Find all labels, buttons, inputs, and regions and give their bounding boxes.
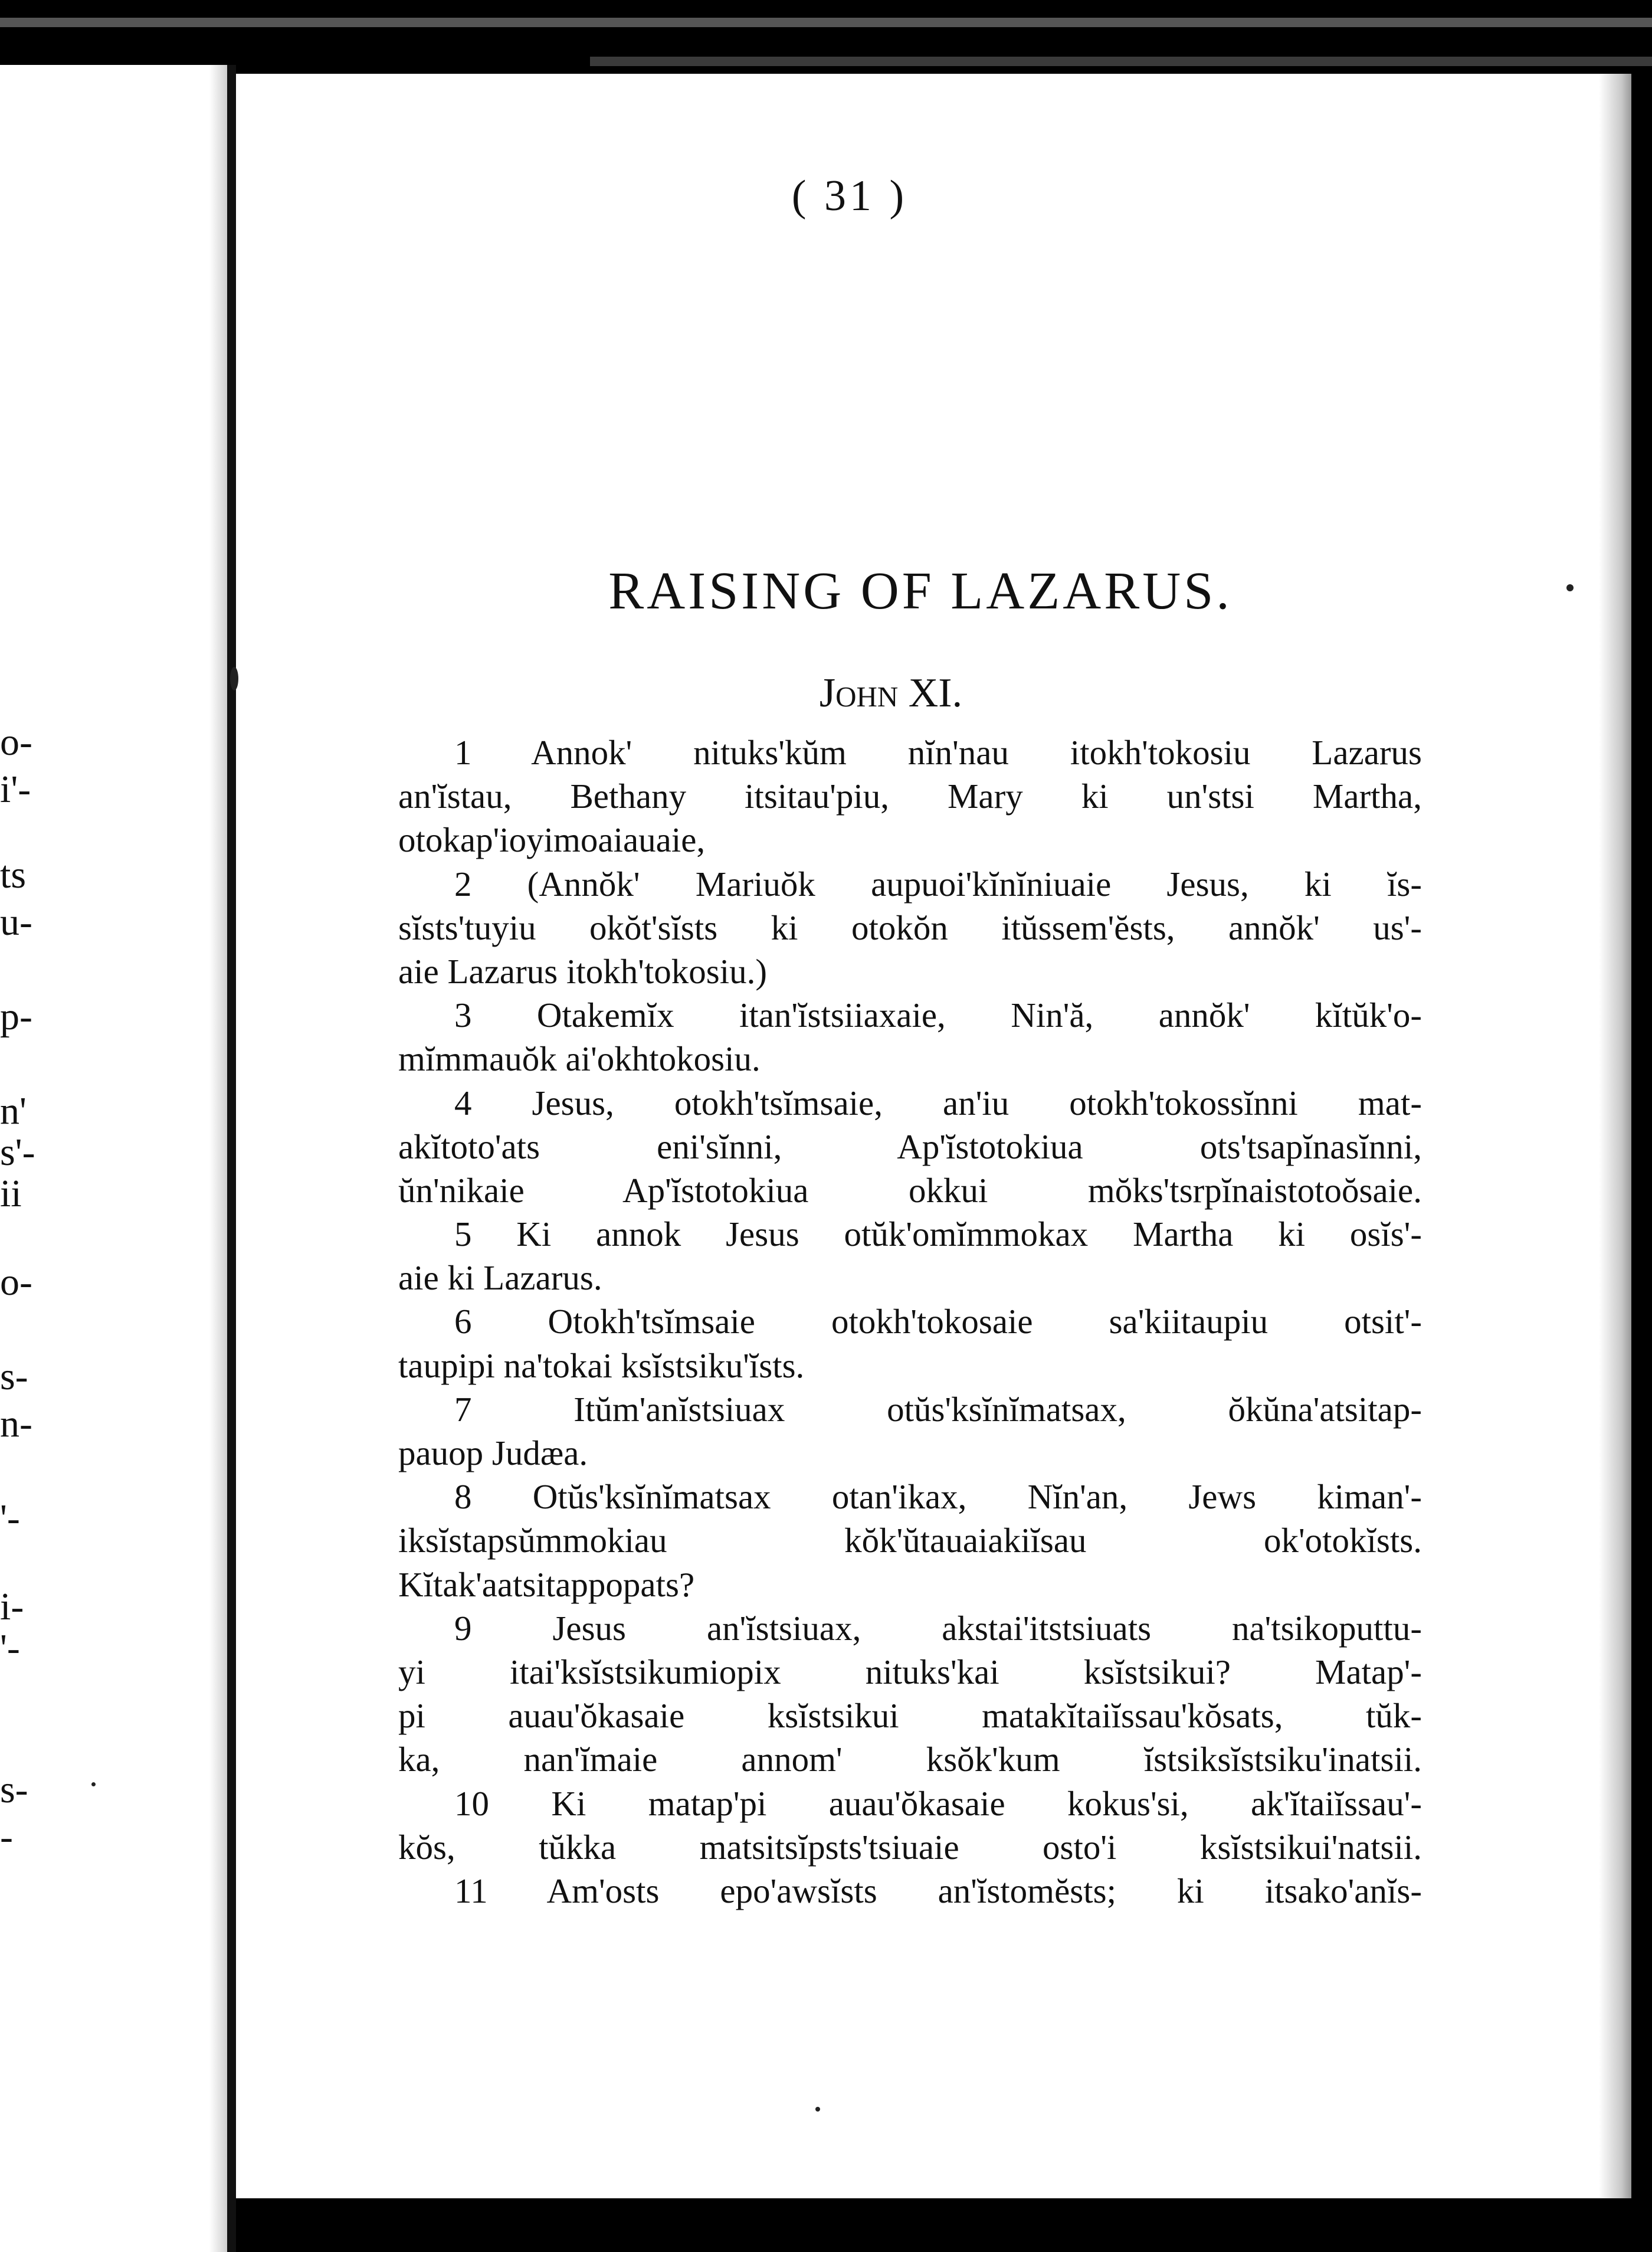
- scan-speck: [815, 2107, 820, 2112]
- facing-page-fragment: -: [0, 1815, 13, 1858]
- gutter-shadow: [209, 65, 227, 2252]
- chapter-reference: John XI.: [819, 670, 963, 716]
- facing-page-fragment: o-: [0, 1261, 32, 1304]
- facing-page-fragment: ts: [0, 853, 27, 896]
- facing-page-fragment: u-: [0, 901, 32, 944]
- text-line: 6 Otokh'tsĭmsaie otokh'tokosaie sa'kiitaupiu otsit'-: [454, 1302, 1422, 1341]
- top-edge: [0, 0, 1652, 83]
- text-line: akĭtoto'ats eni'sĭnni, Ap'ĭstotokiua ots'tsapĭnasĭnni,: [398, 1127, 1422, 1166]
- text-line: 2 (Annŏk' Mariuŏk aupuoi'kĭnĭniuaie Jesus, ki ĭs-: [454, 864, 1422, 904]
- text-line: sĭsts'tuyiu okŏt'sĭsts ki otokŏn itŭssem'ĕsts, annŏk' us'-: [398, 908, 1422, 947]
- text-line: 7 Itŭm'anĭstsiuax otŭs'ksĭnĭmatsax, ŏkŭna'atsitap-: [454, 1389, 1422, 1429]
- facing-page-fragment: s-: [0, 1355, 28, 1398]
- scan-speck: [1566, 584, 1574, 591]
- text-line: Kĭtak'aatsitappopats?: [398, 1564, 695, 1604]
- text-line: ka, nan'ĭmaie annom' ksŏk'kum ĭstsiksĭstsiku'inatsii.: [398, 1740, 1422, 1779]
- text-line: yi itai'ksĭstsikumiopix nituks'kai ksĭstsikui? Matap'-: [398, 1652, 1422, 1691]
- facing-page-fragment: i'-: [0, 768, 31, 811]
- scan-speck: [91, 1782, 96, 1786]
- text-line: pauop Judæa.: [398, 1433, 588, 1472]
- text-line: 4 Jesus, otokh'tsĭmsaie, an'iu otokh'tokossĭnni mat-: [454, 1083, 1422, 1122]
- facing-page-fragment: o-: [0, 721, 32, 764]
- text-line: aie ki Lazarus.: [398, 1258, 602, 1298]
- text-line: pi auau'ŏkasaie ksĭstsikui matakĭtaiĭssau'kŏsats, tŭk-: [398, 1696, 1422, 1736]
- text-line: 11 Am'osts epo'awsĭsts an'ĭstomĕsts; ki itsako'anĭs-: [454, 1871, 1422, 1910]
- text-line: 1 Annok' nituks'kŭm nĭn'nau itokh'tokosiu Lazarus: [454, 733, 1422, 772]
- text-line: taupipi na'tokai ksĭstsiku'ĭsts.: [398, 1346, 805, 1385]
- facing-page-fragment: s'-: [0, 1131, 35, 1174]
- text-line: 8 Otŭs'ksĭnĭmatsax otan'ikax, Nĭn'an, Jews kiman'-: [454, 1477, 1422, 1517]
- page-title: RAISING OF LAZARUS.: [608, 562, 1233, 620]
- facing-page-fragment: ii: [0, 1172, 22, 1215]
- facing-page-fragment: s-: [0, 1768, 28, 1811]
- facing-page-fragment: i-: [0, 1585, 24, 1628]
- text-line: 9 Jesus an'ĭstsiuax, akstai'itstsiuats na'tsikoputtu-: [454, 1608, 1422, 1648]
- scan-speck: [230, 667, 238, 690]
- text-line: kŏs, tŭkka matsitsĭpsts'tsiuaie osto'i ksĭstsikui'natsii.: [398, 1827, 1422, 1867]
- text-line: ŭn'nikaie Ap'ĭstotokiua okkui mŏks'tsrpĭnaistotoŏsaie.: [398, 1170, 1422, 1210]
- text-line: aie Lazarus itokh'tokosiu.): [398, 951, 768, 991]
- text-line: otokap'ioyimoaiauaie,: [398, 820, 706, 860]
- scripture-text: [398, 731, 1422, 1982]
- text-line: 5 Ki annok Jesus otŭk'omĭmmokax Martha ki osĭs'-: [454, 1215, 1422, 1254]
- text-line: mĭmmauŏk ai'okhtokosiu.: [398, 1039, 761, 1079]
- facing-page: [0, 65, 227, 2252]
- text-line: 10 Ki matap'pi auau'ŏkasaie kokus'si, ak'ĭtaiĭssau'-: [454, 1783, 1422, 1823]
- facing-page-fragment: p-: [0, 995, 32, 1038]
- page-number: ( 31 ): [791, 172, 908, 220]
- facing-page-fragment: '-: [0, 1497, 20, 1540]
- facing-page-fragment: n': [0, 1089, 27, 1132]
- facing-page-fragment: '-: [0, 1626, 20, 1670]
- page-edge-line: [0, 18, 1652, 27]
- page-edge-shadow: [1599, 74, 1631, 2198]
- text-line: 3 Otakemĭx itan'ĭstsiiaxaie, Nin'ă, annŏk' kĭtŭk'o-: [454, 996, 1422, 1035]
- facing-page-fragment: n-: [0, 1402, 32, 1445]
- page-edge-line: [590, 57, 1652, 66]
- text-line: an'ĭstau, Bethany itsitau'piu, Mary ki un'stsi Martha,: [398, 777, 1422, 816]
- text-line: iksĭstapsŭmmokiau kŏk'ŭtauaiakiĭsau ok'otokĭsts.: [398, 1521, 1422, 1560]
- book-spine: [227, 65, 236, 2252]
